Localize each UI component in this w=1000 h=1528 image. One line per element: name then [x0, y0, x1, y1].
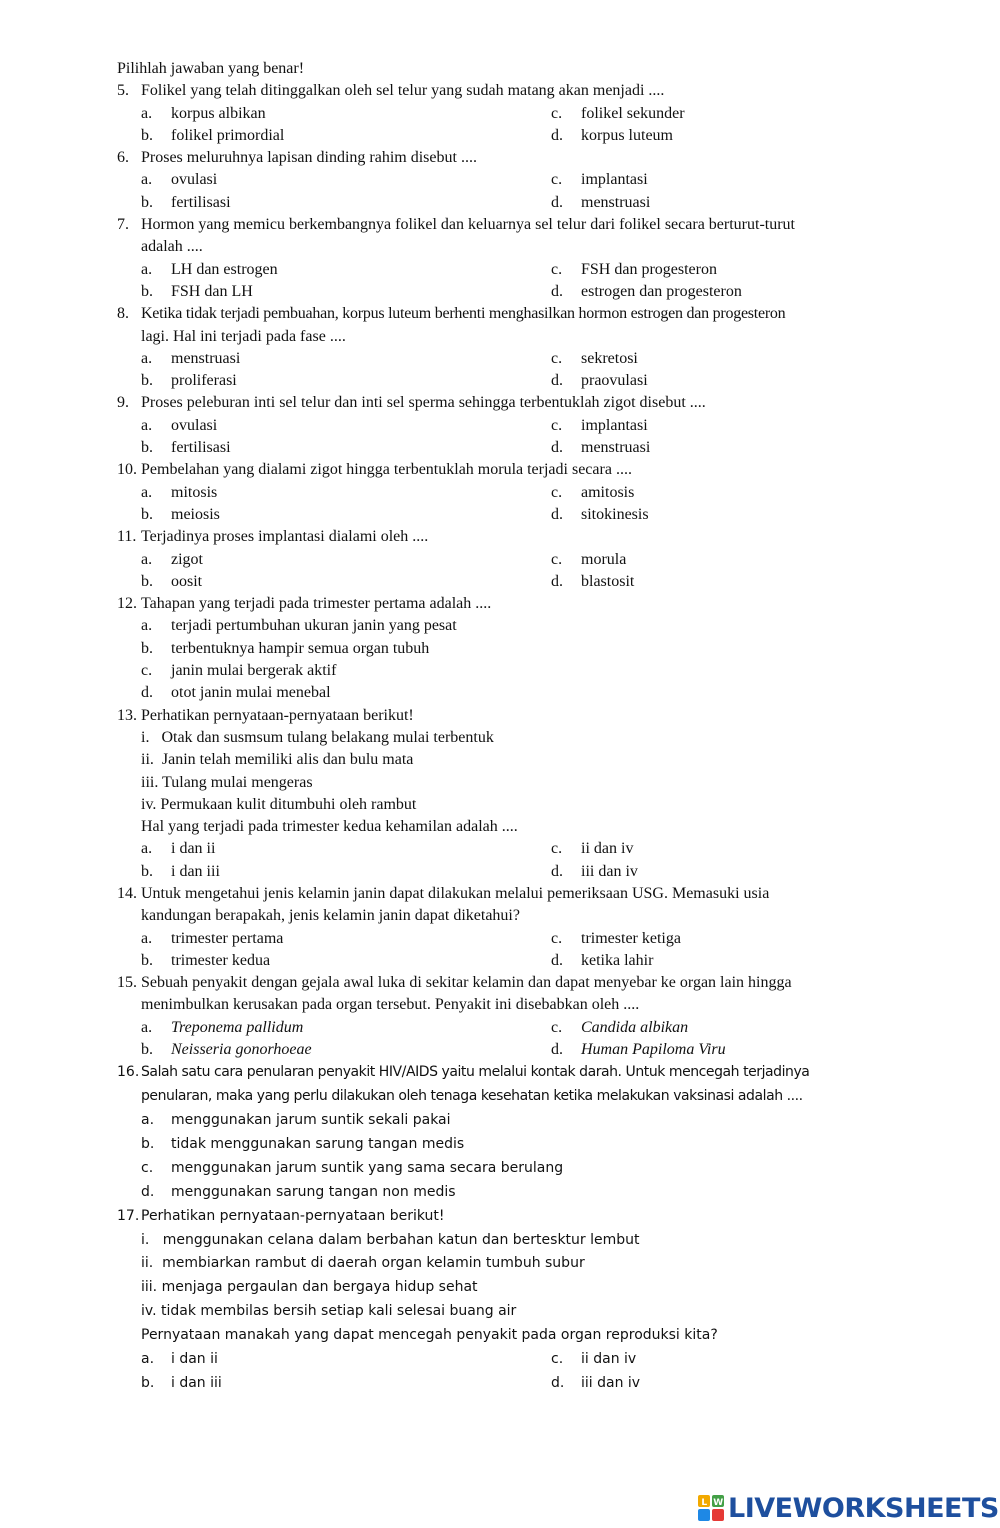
question-12	[117, 593, 887, 704]
question-text: Ketika tidak terjadi pembuahan, korpus luteum berhenti menghasilkan hormon estrogen dan progesteron	[141, 305, 786, 323]
statement-iii: iii. menjaga pergaulan dan bergaya hidup sehat	[141, 1279, 478, 1296]
option-a[interactable]: a. ovulasi	[141, 171, 218, 189]
option-d[interactable]: d. praovulasi	[551, 372, 648, 390]
option-a[interactable]: a. i dan ii	[141, 840, 216, 858]
option-a[interactable]: a. trimester pertama	[141, 929, 284, 947]
question-number: 12.	[117, 595, 137, 613]
question-number: 7.	[117, 216, 129, 234]
option-d[interactable]: d. menstruasi	[551, 193, 651, 211]
question-text: Perhatikan pernyataan-pernyataan berikut!	[141, 1207, 445, 1224]
option-d[interactable]: d. Human Papiloma Viru	[551, 1041, 726, 1059]
option-b[interactable]: b. meiosis	[141, 505, 220, 523]
question-10	[117, 459, 887, 526]
option-c[interactable]: c. morula	[551, 550, 627, 568]
question-number: 16.	[117, 1064, 140, 1081]
option-b[interactable]: b. terbentuknya hampir semua organ tubuh	[141, 639, 430, 657]
option-c[interactable]: c. amitosis	[551, 483, 635, 501]
question-text-continued: penularan, maka yang perlu dilakukan oleh tenaga kesehatan ketika melakukan vaksinasi adalah ....	[141, 1088, 803, 1105]
statement-ii: ii. membiarkan rambut di daerah organ kelamin tumbuh subur	[141, 1255, 585, 1272]
question-text: Sebuah penyakit dengan gejala awal luka di sekitar kelamin dan dapat menyebar ke organ lain hingga	[141, 974, 792, 992]
question-9	[117, 392, 887, 459]
option-d[interactable]: d. iii dan iv	[551, 862, 638, 880]
option-d[interactable]: d. menggunakan sarung tangan non medis	[141, 1183, 456, 1200]
option-a[interactable]: a. i dan ii	[141, 1351, 218, 1368]
option-d[interactable]: d. ketika lahir	[551, 951, 654, 969]
question-text: Proses meluruhnya lapisan dinding rahim disebut ....	[141, 149, 477, 167]
option-d[interactable]: d. sitokinesis	[551, 505, 649, 523]
question-number: 5.	[117, 82, 129, 100]
option-c[interactable]: c. ii dan iv	[551, 1351, 637, 1368]
question-number: 9.	[117, 394, 129, 412]
statement-iii: iii. Tulang mulai mengeras	[141, 773, 313, 791]
question-5	[117, 80, 887, 147]
option-c[interactable]: c. ii dan iv	[551, 840, 634, 858]
option-c[interactable]: c. implantasi	[551, 171, 648, 189]
question-number: 11.	[117, 528, 137, 546]
option-b[interactable]: b. proliferasi	[141, 372, 237, 390]
statement-i: i. Otak dan susmsum tulang belakang mulai terbentuk	[141, 728, 494, 746]
question-text: Salah satu cara penularan penyakit HIV/AIDS yaitu melalui kontak darah. Untuk mencegah terjadinya	[141, 1064, 810, 1081]
option-c[interactable]: c. Candida albikan	[551, 1018, 689, 1036]
question-text-continued: kandungan berapakah, jenis kelamin janin dapat diketahui?	[141, 907, 520, 925]
question-text: Pembelahan yang dialami zigot hingga terbentuklah morula terjadi secara ....	[141, 461, 632, 479]
option-c[interactable]: c. trimester ketiga	[551, 929, 681, 947]
statement-iv: iv. tidak membilas bersih setiap kali selesai buang air	[141, 1303, 517, 1320]
question-number: 10.	[117, 461, 137, 479]
statement-iv: iv. Permukaan kulit ditumbuhi oleh rambut	[141, 795, 417, 813]
option-a[interactable]: a. terjadi pertumbuhan ukuran janin yang pesat	[141, 617, 457, 635]
instruction: Pilihlah jawaban yang benar!	[117, 60, 305, 77]
statement-i: i. menggunakan celana dalam berbahan katun dan bertesktur lembut	[141, 1231, 640, 1248]
option-a[interactable]: a. mitosis	[141, 483, 218, 501]
question-text: Proses peleburan inti sel telur dan inti sel sperma sehingga terbentuklah zigot disebut ....	[141, 394, 706, 412]
option-b[interactable]: b. i dan iii	[141, 1374, 222, 1391]
option-b[interactable]: b. FSH dan LH	[141, 282, 253, 300]
option-c[interactable]: c. FSH dan progesteron	[551, 260, 717, 278]
question-text: Hormon yang memicu berkembangnya folikel dan keluarnya sel telur dari folikel secara berturut-turut	[141, 216, 795, 234]
option-b[interactable]: b. trimester kedua	[141, 951, 271, 969]
question-number: 17.	[117, 1207, 140, 1224]
option-b[interactable]: b. folikel primordial	[141, 126, 285, 144]
question-11	[117, 526, 887, 593]
option-a[interactable]: a. menggunakan jarum suntik sekali pakai	[141, 1112, 451, 1129]
option-a[interactable]: a. menstruasi	[141, 349, 241, 367]
option-d[interactable]: d. menstruasi	[551, 439, 651, 457]
svg-text:L: L	[701, 1498, 707, 1508]
option-b[interactable]: b. oosit	[141, 572, 203, 590]
option-d[interactable]: d. iii dan iv	[551, 1374, 641, 1391]
option-c[interactable]: c. sekretosi	[551, 349, 638, 367]
option-a[interactable]: a. Treponema pallidum	[141, 1018, 304, 1036]
statement-ii: ii. Janin telah memiliki alis dan bulu mata	[141, 751, 414, 769]
question-text-continued: adalah ....	[141, 238, 203, 256]
option-d[interactable]: d. korpus luteum	[551, 126, 673, 144]
option-d[interactable]: d. otot janin mulai menebal	[141, 684, 331, 702]
question-text: Untuk mengetahui jenis kelamin janin dapat dilakukan melalui pemeriksaan USG. Memasuki usia	[141, 884, 770, 902]
question-prompt: Pernyataan manakah yang dapat mencegah penyakit pada organ reproduksi kita?	[141, 1327, 718, 1344]
option-a[interactable]: a. ovulasi	[141, 416, 218, 434]
question-16	[117, 1061, 887, 1204]
option-c[interactable]: c. menggunakan jarum suntik yang sama secara berulang	[141, 1159, 564, 1176]
liveworksheets-logo-icon	[698, 1495, 724, 1521]
option-a[interactable]: a. zigot	[141, 550, 203, 568]
question-prompt: Hal yang terjadi pada trimester kedua kehamilan adalah ....	[141, 818, 518, 836]
question-text: Tahapan yang terjadi pada trimester pertama adalah ....	[141, 595, 492, 613]
option-c[interactable]: c. janin mulai bergerak aktif	[141, 662, 337, 680]
option-c[interactable]: c. implantasi	[551, 416, 648, 434]
question-15	[117, 972, 887, 1061]
question-text-continued: lagi. Hal ini terjadi pada fase ....	[141, 327, 346, 345]
liveworksheets-brand[interactable]	[698, 1488, 999, 1528]
option-b[interactable]: b. tidak menggunakan sarung tangan medis	[141, 1136, 465, 1153]
option-b[interactable]: b. Neisseria gonorhoeae	[141, 1041, 312, 1059]
option-b[interactable]: b. fertilisasi	[141, 439, 231, 457]
question-text: Folikel yang telah ditinggalkan oleh sel telur yang sudah matang akan menjadi ....	[141, 82, 665, 100]
question-17	[117, 1205, 887, 1396]
question-number: 8.	[117, 305, 129, 323]
option-c[interactable]: c. folikel sekunder	[551, 104, 685, 122]
question-number: 13.	[117, 706, 137, 724]
question-number: 15.	[117, 974, 137, 992]
question-6	[117, 147, 887, 214]
question-text: Terjadinya proses implantasi dialami oleh ....	[141, 528, 429, 546]
option-a[interactable]: a. korpus albikan	[141, 104, 266, 122]
question-7	[117, 214, 887, 303]
question-text-continued: menimbulkan kerusakan pada organ tersebut. Penyakit ini disebabkan oleh ....	[141, 996, 640, 1014]
option-d[interactable]: d. estrogen dan progesteron	[551, 282, 742, 300]
option-a[interactable]: a. LH dan estrogen	[141, 260, 278, 278]
option-d[interactable]: d. blastosit	[551, 572, 635, 590]
option-b[interactable]: b. i dan iii	[141, 862, 220, 880]
question-text: Perhatikan pernyataan-pernyataan berikut!	[141, 706, 414, 724]
question-number: 6.	[117, 149, 129, 167]
question-number: 14.	[117, 884, 137, 902]
worksheet	[117, 58, 887, 1396]
option-b[interactable]: b. fertilisasi	[141, 193, 231, 211]
brand-text: LIVEWORKSHEETS	[728, 1492, 999, 1524]
question-14	[117, 883, 887, 972]
svg-text:W: W	[713, 1498, 723, 1508]
question-13	[117, 705, 887, 883]
question-8	[117, 303, 887, 392]
